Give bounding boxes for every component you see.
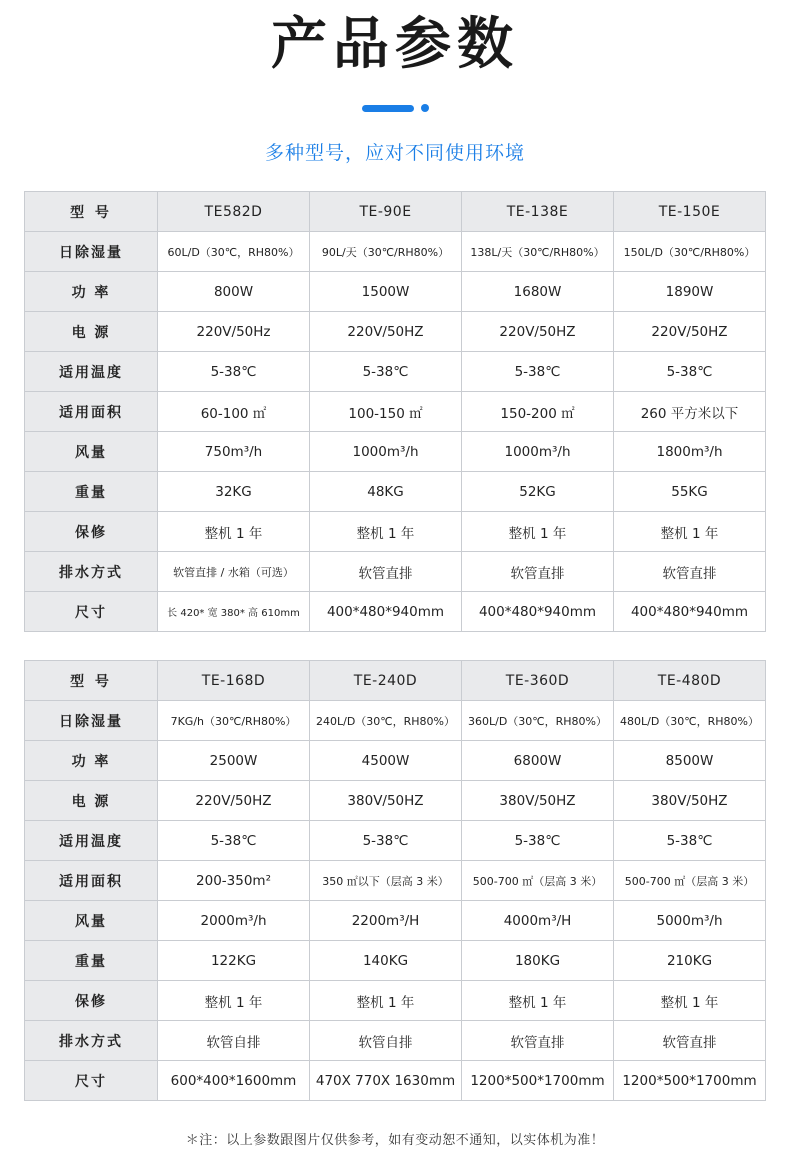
model-name: TE-168D [158, 661, 310, 701]
table-row [25, 1021, 766, 1061]
row-label: 适用温度 [25, 352, 158, 392]
spec-table-2 [24, 660, 766, 1101]
row-label: 适用面积 [25, 861, 158, 901]
cell-value: 1680W [462, 272, 614, 312]
cell-value: 400*480*940mm [614, 592, 766, 632]
cell-value: 软管直排 / 水箱（可选） [158, 552, 310, 592]
cell-value: 380V/50HZ [310, 781, 462, 821]
cell-value: 32KG [158, 472, 310, 512]
cell-value: 5-38℃ [158, 352, 310, 392]
page-title: 产品参数 [271, 12, 519, 77]
row-label: 保修 [25, 512, 158, 552]
table-row [25, 661, 766, 701]
table-row [25, 192, 766, 232]
model-name: TE-150E [614, 192, 766, 232]
table-row [25, 552, 766, 592]
row-label: 型 号 [25, 192, 158, 232]
row-label: 适用面积 [25, 392, 158, 432]
cell-value: 5000m³/h [614, 901, 766, 941]
cell-value: 60L/D（30℃，RH80%） [158, 232, 310, 272]
row-label: 风量 [25, 901, 158, 941]
table-row [25, 981, 766, 1021]
cell-value: 200-350m² [158, 861, 310, 901]
cell-value: 8500W [614, 741, 766, 781]
cell-value: 6800W [462, 741, 614, 781]
cell-value: 1000m³/h [310, 432, 462, 472]
table-row [25, 272, 766, 312]
cell-value: 100-150 ㎡ [310, 392, 462, 432]
table-row [25, 781, 766, 821]
row-label: 日除湿量 [25, 232, 158, 272]
cell-value: 500-700 ㎡（层高 3 米） [462, 861, 614, 901]
table-row [25, 512, 766, 552]
cell-value: 750m³/h [158, 432, 310, 472]
cell-value: 2000m³/h [158, 901, 310, 941]
cell-value: 800W [158, 272, 310, 312]
row-label: 电 源 [25, 781, 158, 821]
model-name: TE-360D [462, 661, 614, 701]
table-row [25, 1061, 766, 1101]
cell-value: 380V/50HZ [614, 781, 766, 821]
table-row [25, 232, 766, 272]
table-row [25, 392, 766, 432]
cell-value: 500-700 ㎡（层高 3 米） [614, 861, 766, 901]
spec-table-1 [24, 191, 766, 632]
table-row [25, 312, 766, 352]
table-row [25, 821, 766, 861]
cell-value: 210KG [614, 941, 766, 981]
row-label: 功 率 [25, 741, 158, 781]
cell-value: 48KG [310, 472, 462, 512]
cell-value: 180KG [462, 941, 614, 981]
cell-value: 整机 1 年 [614, 512, 766, 552]
cell-value: 整机 1 年 [462, 981, 614, 1021]
row-label: 重量 [25, 472, 158, 512]
table-row [25, 941, 766, 981]
cell-value: 5-38℃ [614, 821, 766, 861]
row-label: 风量 [25, 432, 158, 472]
cell-value: 1800m³/h [614, 432, 766, 472]
cell-value: 138L/天（30℃/RH80%） [462, 232, 614, 272]
cell-value: 整机 1 年 [462, 512, 614, 552]
row-label: 保修 [25, 981, 158, 1021]
model-name: TE-138E [462, 192, 614, 232]
cell-value: 软管自排 [310, 1021, 462, 1061]
cell-value: 150L/D（30℃/RH80%） [614, 232, 766, 272]
cell-value: 2500W [158, 741, 310, 781]
cell-value: 5-38℃ [462, 352, 614, 392]
cell-value: 5-38℃ [462, 821, 614, 861]
row-label: 日除湿量 [25, 701, 158, 741]
divider-dot [421, 104, 429, 112]
cell-value: 220V/50HZ [310, 312, 462, 352]
cell-value: 240L/D（30℃，RH80%） [310, 701, 462, 741]
row-label: 尺寸 [25, 592, 158, 632]
row-label: 尺寸 [25, 1061, 158, 1101]
cell-value: 55KG [614, 472, 766, 512]
table-row [25, 472, 766, 512]
cell-value: 软管直排 [310, 552, 462, 592]
cell-value: 260 平方米以下 [614, 392, 766, 432]
title-divider [24, 104, 766, 112]
table-row [25, 901, 766, 941]
cell-value: 1000m³/h [462, 432, 614, 472]
model-name: TE-240D [310, 661, 462, 701]
cell-value: 350 ㎡以下（层高 3 米） [310, 861, 462, 901]
cell-value: 5-38℃ [614, 352, 766, 392]
cell-value: 1200*500*1700mm [462, 1061, 614, 1101]
table-row [25, 432, 766, 472]
cell-value: 软管直排 [462, 1021, 614, 1061]
cell-value: 220V/50HZ [462, 312, 614, 352]
cell-value: 2200m³/H [310, 901, 462, 941]
cell-value: 4500W [310, 741, 462, 781]
table-row [25, 861, 766, 901]
model-name: TE582D [158, 192, 310, 232]
table-row [25, 352, 766, 392]
page-subtitle: 多种型号，应对不同使用环境 [264, 142, 525, 164]
cell-value: 90L/天（30℃/RH80%） [310, 232, 462, 272]
row-label: 排水方式 [25, 1021, 158, 1061]
cell-value: 1200*500*1700mm [614, 1061, 766, 1101]
cell-value: 220V/50HZ [158, 781, 310, 821]
cell-value: 140KG [310, 941, 462, 981]
cell-value: 5-38℃ [310, 821, 462, 861]
cell-value: 122KG [158, 941, 310, 981]
cell-value: 600*400*1600mm [158, 1061, 310, 1101]
cell-value: 5-38℃ [158, 821, 310, 861]
cell-value: 软管直排 [614, 1021, 766, 1061]
cell-value: 整机 1 年 [310, 512, 462, 552]
divider-bar [362, 105, 414, 112]
cell-value: 软管自排 [158, 1021, 310, 1061]
cell-value: 380V/50HZ [462, 781, 614, 821]
table-row [25, 741, 766, 781]
cell-value: 5-38℃ [310, 352, 462, 392]
table-row [25, 592, 766, 632]
footnote: ＊注：以上参数跟图片仅供参考，如有变动恕不通知，以实体机为准！ [185, 1133, 605, 1148]
cell-value: 长 420* 宽 380* 高 610mm [158, 592, 310, 632]
cell-value: 220V/50HZ [614, 312, 766, 352]
cell-value: 4000m³/H [462, 901, 614, 941]
cell-value: 220V/50Hz [158, 312, 310, 352]
cell-value: 480L/D（30℃，RH80%） [614, 701, 766, 741]
cell-value: 400*480*940mm [310, 592, 462, 632]
row-label: 重量 [25, 941, 158, 981]
cell-value: 整机 1 年 [614, 981, 766, 1021]
cell-value: 52KG [462, 472, 614, 512]
cell-value: 60-100 ㎡ [158, 392, 310, 432]
cell-value: 整机 1 年 [310, 981, 462, 1021]
row-label: 电 源 [25, 312, 158, 352]
model-name: TE-90E [310, 192, 462, 232]
cell-value: 360L/D（30℃，RH80%） [462, 701, 614, 741]
cell-value: 7KG/h（30℃/RH80%） [158, 701, 310, 741]
cell-value: 整机 1 年 [158, 512, 310, 552]
table-row [25, 701, 766, 741]
row-label: 型 号 [25, 661, 158, 701]
row-label: 功 率 [25, 272, 158, 312]
row-label: 排水方式 [25, 552, 158, 592]
cell-value: 400*480*940mm [462, 592, 614, 632]
cell-value: 150-200 ㎡ [462, 392, 614, 432]
row-label: 适用温度 [25, 821, 158, 861]
model-name: TE-480D [614, 661, 766, 701]
cell-value: 整机 1 年 [158, 981, 310, 1021]
cell-value: 1890W [614, 272, 766, 312]
cell-value: 1500W [310, 272, 462, 312]
cell-value: 470X 770X 1630mm [310, 1061, 462, 1101]
cell-value: 软管直排 [614, 552, 766, 592]
cell-value: 软管直排 [462, 552, 614, 592]
